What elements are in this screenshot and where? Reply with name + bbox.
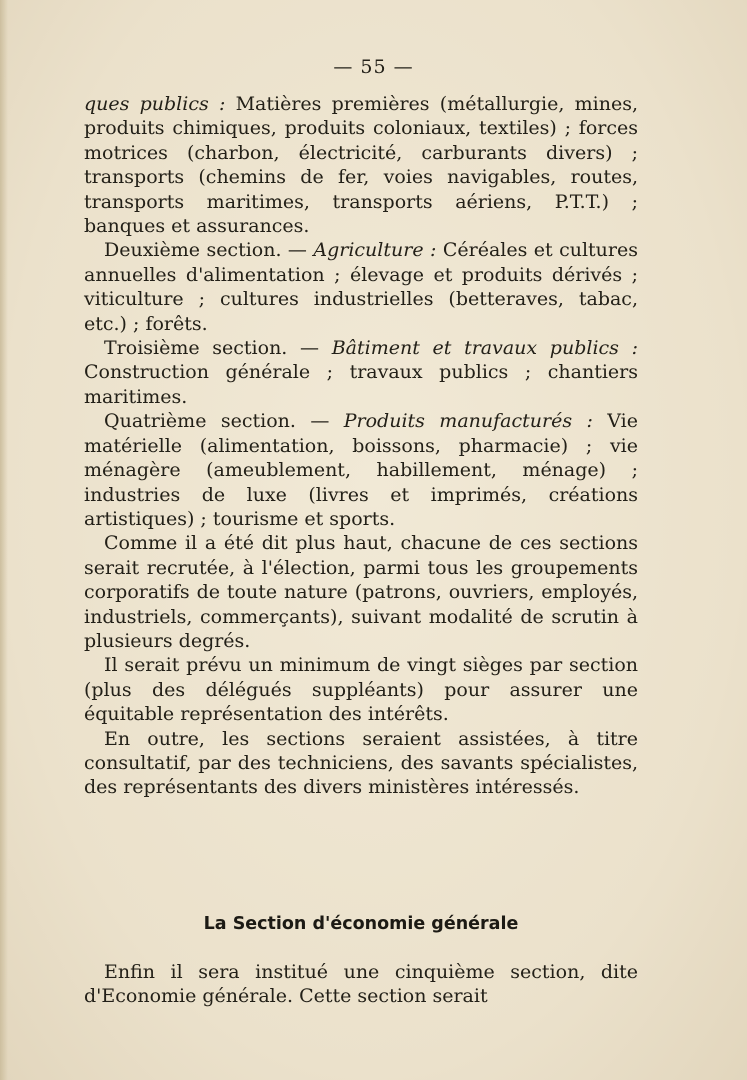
section-title: Produits manufacturés : [343, 410, 593, 433]
section-title: Agriculture : [313, 239, 437, 262]
paragraph-text: Construction générale ; travaux publics ; chantiers maritimes. [84, 361, 638, 408]
body-text [84, 92, 638, 800]
paragraph-seats: Il serait prévu un minimum de vingt sièges par section (plus des délégués suppléants) pour assurer une équitable représentation des intérêts. [84, 654, 638, 726]
page-number: — 55 — [333, 56, 414, 78]
paragraph-text: Matières premières (métallurgie, mines, produits chimiques, produits coloniaux, textiles) ; forces motrices (charbon, électricité, carburants divers) ; transports (chemins de fer, voies navigables, routes, transports maritimes, transports aériens, P.T.T.) ; banques et assurances. [84, 93, 639, 238]
paragraph-continuation [84, 92, 638, 238]
italic-lead: ques publics : [84, 93, 226, 115]
section-label: Deuxième section. — [104, 239, 314, 262]
section-label: Quatrième section. — [104, 410, 344, 433]
paragraph-recruitment: Comme il a été dit plus haut, chacune de ces sections serait recrutée, à l'élection, parmi tous les groupements corporatifs de toute nature (patrons, ouvriers, employés, industriels, commerçants), suivant modalité de scrutin à plusieurs degrés. [84, 532, 638, 652]
paragraph-fourth-section [84, 409, 638, 531]
paragraph-second-section [84, 238, 638, 336]
body-text-continued [84, 960, 638, 1009]
section-title: Bâtiment et travaux publics : [331, 337, 638, 360]
paragraph-text: Céréales et cultures annuelles d'alimentation ; élevage et produits dérivés ; viticulture ; cultures industrielles (betteraves, tabac, etc.) ; forêts. [84, 239, 638, 335]
section-label: Troisième section. — [104, 337, 332, 360]
page-edge-shadow [0, 0, 8, 1080]
paragraph-fifth-section: Enfin il sera institué une cinquième section, dite d'Economie générale. Cette section serait [84, 961, 638, 1008]
paragraph-consultants: En outre, les sections seraient assistées, à titre consultatif, par des techniciens, des savants spécialistes, des représentants des divers ministères intéressés. [84, 727, 638, 799]
section-heading: La Section d'économie générale [203, 914, 519, 934]
paragraph-text: Vie matérielle (alimentation, boissons, pharmacie) ; vie ménagère (ameublement, habillement, ménage) ; industries de luxe (livres et imprimés, créations artistiques) ; tourisme et sports. [84, 410, 639, 530]
paragraph-third-section [84, 336, 638, 409]
